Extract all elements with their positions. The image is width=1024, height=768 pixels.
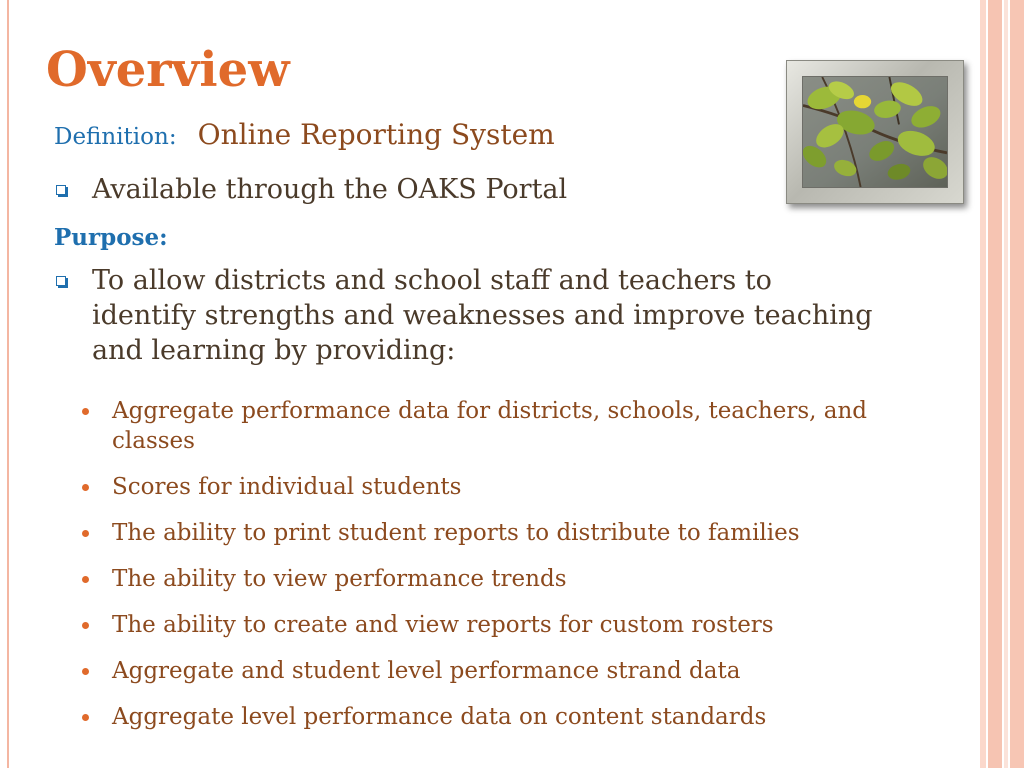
square-bullet-icon	[56, 185, 66, 195]
definition-value: Online Reporting System	[197, 118, 555, 151]
list-item	[78, 702, 908, 732]
round-bullet-icon	[82, 714, 89, 721]
round-bullet-icon	[82, 408, 89, 415]
purpose-list	[78, 396, 908, 748]
list-item-text: The ability to view performance trends	[112, 566, 567, 592]
round-bullet-icon	[82, 668, 89, 675]
round-bullet-icon	[82, 576, 89, 583]
square-bullet-icon	[56, 276, 66, 286]
oak-leaves-image	[802, 76, 948, 188]
list-item-text: The ability to print student reports to distribute to families	[112, 520, 800, 546]
round-bullet-icon	[82, 484, 89, 491]
round-bullet-icon	[82, 622, 89, 629]
purpose-intro-text: To allow districts and school staff and teachers to identify strengths and weaknesses and improve teaching and learning by providing:	[92, 265, 873, 366]
list-item	[78, 656, 908, 686]
definition-item-text: Available through the OAKS Portal	[92, 174, 568, 205]
definition-label: Definition:	[54, 124, 177, 150]
list-item	[78, 396, 908, 456]
photo-frame	[786, 60, 964, 204]
left-decorative-rule	[7, 0, 9, 768]
right-decorative-stripes	[980, 0, 1024, 768]
definition-row	[54, 118, 555, 151]
list-item	[78, 564, 908, 594]
list-item-text: Aggregate performance data for districts, schools, teachers, and classes	[112, 398, 867, 454]
list-item-text: The ability to create and view reports for custom rosters	[112, 612, 774, 638]
list-item-text: Aggregate level performance data on content standards	[112, 704, 767, 730]
list-item-text: Scores for individual students	[112, 474, 462, 500]
round-bullet-icon	[82, 530, 89, 537]
page-title: Overview	[46, 42, 290, 98]
purpose-label: Purpose:	[54, 224, 168, 251]
list-item	[78, 610, 908, 640]
list-item	[78, 518, 908, 548]
list-item-text: Aggregate and student level performance strand data	[112, 658, 741, 684]
list-item	[78, 472, 908, 502]
